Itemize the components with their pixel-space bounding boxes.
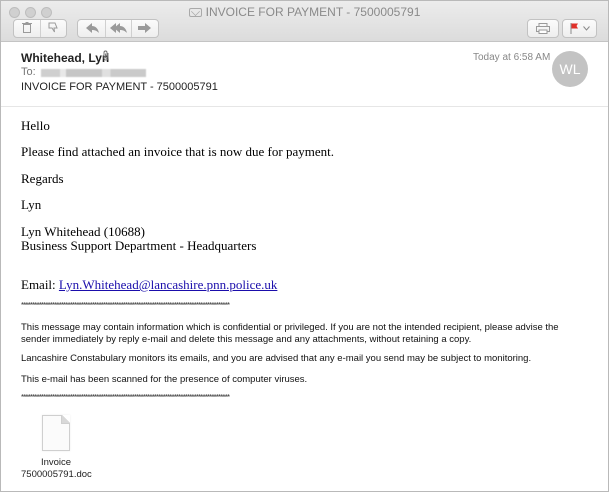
recipient-address-redacted[interactable] (41, 69, 146, 77)
forward-icon (138, 23, 151, 33)
avatar: WL (552, 51, 588, 87)
trash-icon (22, 22, 32, 33)
forward-button[interactable] (131, 20, 157, 37)
envelope-icon (189, 8, 202, 17)
print-button[interactable] (527, 19, 559, 38)
printer-icon (536, 23, 550, 34)
attachment[interactable] (21, 415, 91, 481)
sender-name[interactable]: Whitehead, Lyn (21, 51, 110, 65)
message-header (1, 43, 608, 107)
greeting: Hello (21, 118, 50, 133)
attachment-name-line-1: Invoice (40, 457, 72, 468)
reply-button[interactable] (79, 20, 105, 37)
email-label: Email: (21, 277, 59, 292)
separator-bottom: ********************************************************************************************** (21, 393, 230, 402)
reply-icon (86, 23, 99, 33)
to-label: To: (21, 66, 36, 78)
thumbs-down-icon (48, 22, 59, 33)
delete-button[interactable] (14, 20, 40, 37)
window-title-text: INVOICE FOR PAYMENT - 7500005791 (205, 5, 421, 19)
delete-junk-group (13, 19, 67, 38)
disclaimer-virus-scan: This e-mail has been scanned for the presence of computer viruses. (21, 374, 308, 385)
document-icon (42, 415, 70, 451)
signature-department: Business Support Department - Headquarters (21, 238, 257, 253)
signoff-name: Lyn (21, 197, 42, 212)
disclaimer-monitoring: Lancashire Constabulary monitors its emails, and you are advised that any e-mail you send may be subject to monitoring. (21, 353, 532, 364)
regards: Regards (21, 171, 64, 186)
email-line (21, 277, 277, 293)
junk-button[interactable] (40, 20, 66, 37)
title-bar (1, 1, 608, 42)
chevron-down-icon (583, 26, 590, 31)
reply-all-icon (110, 23, 127, 33)
reply-group (77, 19, 159, 38)
paperclip-icon (102, 50, 110, 64)
body-line-1: Please find attached an invoice that is now due for payment. (21, 144, 334, 159)
message-subject: INVOICE FOR PAYMENT - 7500005791 (21, 81, 218, 93)
reply-all-button[interactable] (105, 20, 131, 37)
flag-icon (570, 23, 579, 34)
flag-button[interactable] (562, 19, 597, 38)
signature-name: Lyn Whitehead (10688) (21, 224, 145, 239)
disclaimer-confidential: This message may contain information which is confidential or privileged. If you are not the intended recipient, please advise the sender immediately by reply e-mail and delete this message and any attachments, without retaining a copy. (21, 322, 559, 345)
attachment-name-line-2: 7500005791.doc (21, 469, 92, 480)
separator-top: ********************************************************************************************** (21, 301, 230, 310)
message-date: Today at 6:58 AM (473, 52, 551, 63)
email-link[interactable]: Lyn.Whitehead@lancashire.pnn.police.uk (58, 277, 278, 292)
window-title (1, 5, 608, 19)
